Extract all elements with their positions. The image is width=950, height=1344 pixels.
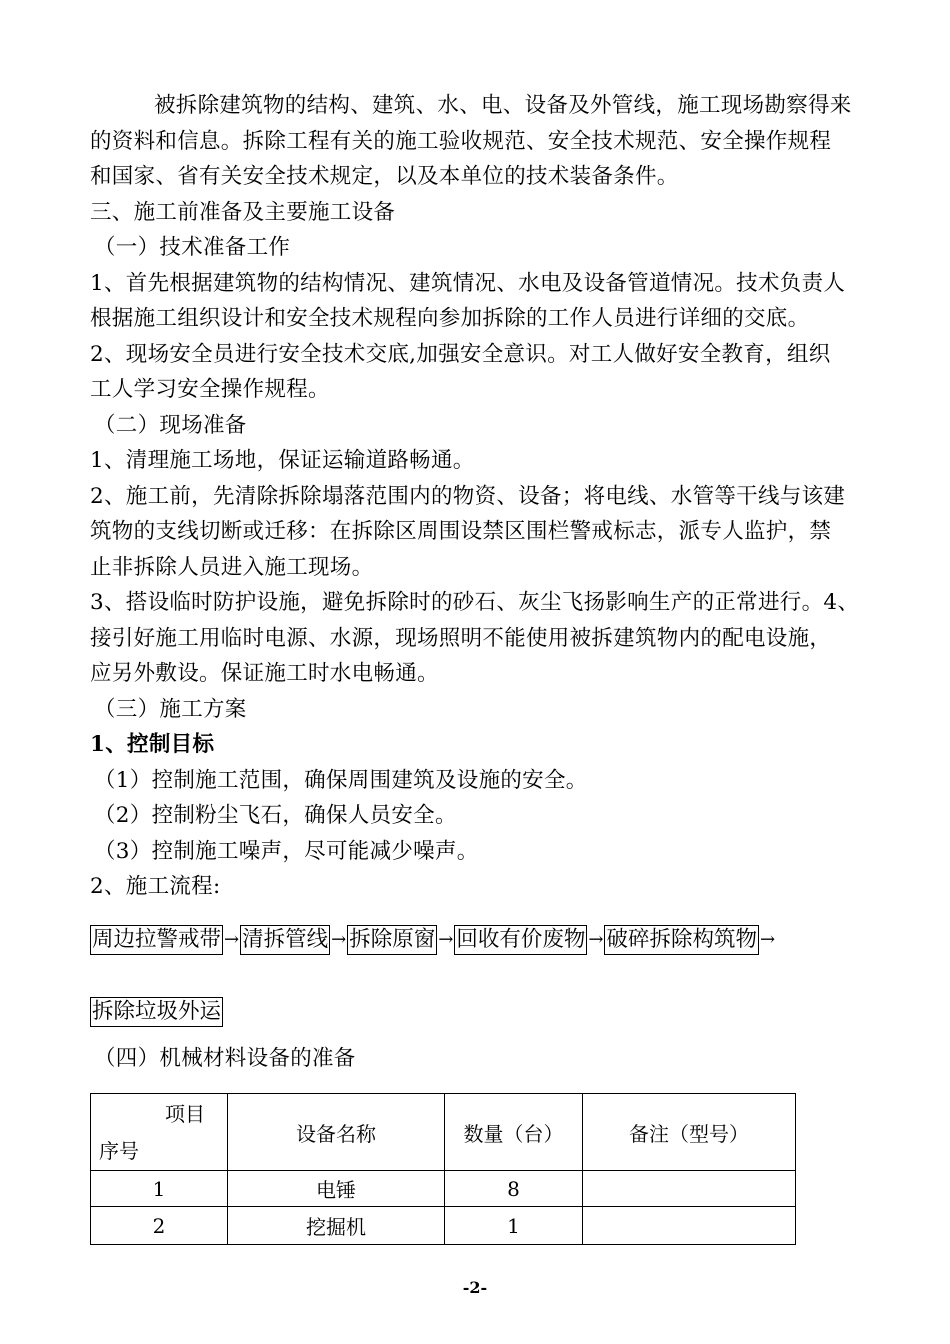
table-row bbox=[91, 1171, 796, 1207]
table-cell: 8 bbox=[445, 1171, 583, 1207]
table-cell bbox=[583, 1207, 796, 1245]
table-cell: 1 bbox=[91, 1171, 228, 1207]
arrow-right-icon: → bbox=[759, 928, 776, 950]
paragraph-line: 止非拆除人员进入施工现场。 bbox=[90, 554, 374, 580]
header-no-label: 序号 bbox=[99, 1139, 139, 1163]
table-cell bbox=[583, 1171, 796, 1207]
paragraph-line: 工人学习安全操作规程。 bbox=[90, 377, 330, 402]
flow-step: 周边拉警戒带 bbox=[90, 925, 223, 955]
flow-step: 清拆管线 bbox=[240, 925, 330, 955]
paragraph-line: 应另外敷设。保证施工时水电畅通。 bbox=[90, 661, 439, 686]
paragraph-line: 1、首先根据建筑物的结构情况、建筑情况、水电及设备管道情况。技术负责人 bbox=[90, 270, 846, 296]
subsection-heading: （三）施工方案 bbox=[94, 696, 247, 722]
paragraph-line: 接引好施工用临时电源、水源，现场照明不能使用被拆建筑物内的配电设施， bbox=[90, 625, 832, 651]
paragraph-line: 根据施工组织设计和安全技术规程向参加拆除的工作人员进行详细的交底。 bbox=[90, 306, 810, 331]
table-cell: 挖掘机 bbox=[228, 1207, 445, 1245]
process-flow bbox=[90, 923, 885, 957]
flow-step: 回收有价废物 bbox=[454, 925, 587, 955]
subsection-heading: （一）技术准备工作 bbox=[94, 235, 291, 260]
equipment-table bbox=[90, 1093, 796, 1245]
flow-step: 破碎拆除构筑物 bbox=[604, 925, 759, 955]
paragraph-line: 3、搭设临时防护设施，避免拆除时的砂石、灰尘飞扬影响生产的正常进行。4、 bbox=[90, 590, 860, 615]
arrow-right-icon: → bbox=[438, 928, 454, 950]
page-number: -2- bbox=[462, 1278, 488, 1297]
paragraph-line: 被拆除建筑物的结构、建筑、水、电、设备及外管线，施工现场勘察得来 bbox=[154, 93, 852, 118]
paragraph-line: 2、现场安全员进行安全技术交底,加强安全意识。对工人做好安全教育，组织 bbox=[90, 341, 831, 367]
goal-item: （1）控制施工范围，确保周围建筑及设施的安全。 bbox=[94, 767, 588, 793]
table-header-row bbox=[91, 1094, 796, 1171]
paragraph-line: 1、清理施工场地，保证运输道路畅通。 bbox=[90, 448, 475, 473]
goal-item: （3）控制施工噪声，尽可能减少噪声。 bbox=[94, 838, 479, 864]
flow-heading: 2、施工流程: bbox=[90, 874, 221, 899]
flow-step: 拆除原窗 bbox=[347, 925, 437, 955]
subsection-heading: （四）机械材料设备的准备 bbox=[94, 1045, 356, 1071]
paragraph-line: 的资料和信息。拆除工程有关的施工验收规范、安全技术规范、安全操作规程 bbox=[90, 128, 832, 154]
goal-item: （2）控制粉尘飞石，确保人员安全。 bbox=[94, 803, 457, 828]
subsection-heading: （二）现场准备 bbox=[94, 412, 247, 438]
arrow-right-icon: → bbox=[331, 928, 347, 950]
table-row bbox=[91, 1207, 796, 1245]
paragraph-line: 2、施工前，先清除拆除塌落范围内的物资、设备；将电线、水管等干线与该建 bbox=[90, 483, 846, 509]
section-heading: 三、施工前准备及主要施工设备 bbox=[90, 199, 396, 225]
page-content bbox=[90, 88, 885, 1076]
arrow-right-icon: → bbox=[588, 928, 604, 950]
header-cell: 备注（型号） bbox=[583, 1094, 796, 1171]
header-cell: 数量（台） bbox=[445, 1094, 583, 1171]
header-item-label: 项目 bbox=[165, 1102, 205, 1126]
table-cell: 1 bbox=[445, 1207, 583, 1245]
goal-heading: 1、控制目标 bbox=[90, 732, 215, 757]
paragraph-line: 和国家、省有关安全技术规定，以及本单位的技术装备条件。 bbox=[90, 164, 679, 189]
table-cell: 2 bbox=[91, 1207, 228, 1245]
flow-step: 拆除垃圾外运 bbox=[90, 997, 223, 1027]
process-flow-continued bbox=[90, 995, 885, 1029]
paragraph-line: 筑物的支线切断或迁移：在拆除区周围设禁区围栏警戒标志，派专人监护，禁 bbox=[90, 519, 832, 544]
header-cell: 设备名称 bbox=[228, 1094, 445, 1171]
arrow-right-icon: → bbox=[224, 928, 240, 950]
header-cell-diagonal bbox=[91, 1094, 228, 1171]
table-cell: 电锤 bbox=[228, 1171, 445, 1207]
